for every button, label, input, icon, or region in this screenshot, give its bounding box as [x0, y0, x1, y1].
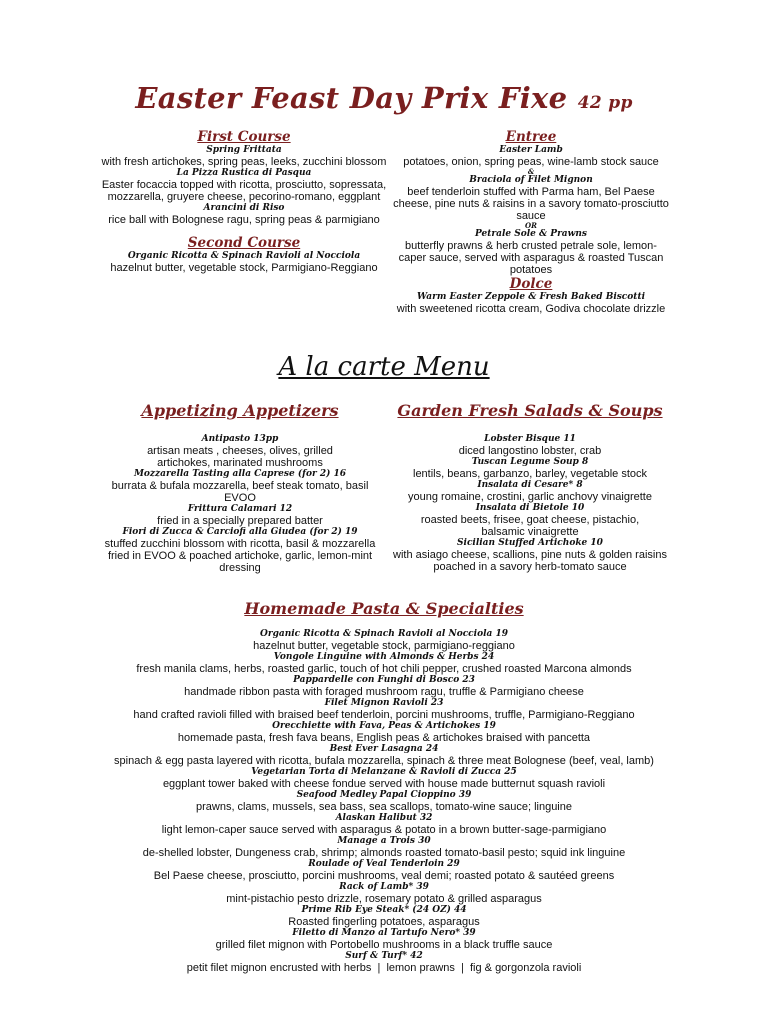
entree-separator: & [527, 167, 535, 176]
menu-item-name: Rack of Lamb* 39 [339, 882, 429, 892]
menu-item-name: Best Ever Lasagna 24 [329, 744, 439, 754]
menu-item-name: Insalata di Bietole 10 [475, 503, 585, 513]
second-course-heading: Second Course [187, 235, 301, 251]
menu-item-name: Roulade of Veal Tenderloin 29 [308, 859, 460, 869]
entree-separator: OR [525, 221, 537, 230]
menu-item-name: Seafood Medley Papal Cioppino 39 [296, 790, 472, 800]
menu-item-desc: handmade ribbon pasta with foraged mushroom ragu, truffle & Parmigiano cheese [184, 686, 584, 698]
menu-item-desc: potatoes, onion, spring peas, wine-lamb stock sauce [403, 156, 659, 168]
menu-item-name: Spring Frittata [206, 145, 282, 155]
menu-item-name: Easter Lamb [499, 145, 563, 155]
first-course-heading: First Course [197, 129, 291, 145]
menu-item-desc: petit filet mignon encrusted with herbs | lemon prawns | fig & gorgonzola ravioli [186, 962, 582, 974]
prix-fixe-left-column [98, 129, 390, 274]
menu-item-desc: fresh manila clams, herbs, roasted garlic, touch of hot chili pepper, crushed roasted Marcona almonds [136, 663, 632, 675]
menu-item-name: Vongole Linguine with Almonds & Herbs 24 [273, 652, 495, 662]
salads-soups-heading: Garden Fresh Salads & Soups [397, 401, 663, 420]
appetizers-heading: Appetizing Appetizers [141, 401, 339, 420]
menu-item-name: Alaskan Halibut 32 [335, 813, 433, 823]
menu-item-desc: diced langostino lobster, crab [458, 445, 602, 457]
menu-item-desc: lentils, beans, garbanzo, barley, vegetable stock [413, 468, 647, 480]
menu-item-desc: spinach & egg pasta layered with ricotta, bufala mozzarella, spinach & three meat Bolognese (beef, veal, lamb) [114, 755, 654, 767]
appetizers-column [95, 400, 385, 574]
menu-item-desc: butterfly prawns & herb crusted petrale sole, lemon-caper sauce, served with asparagus & roasted Tuscan potatoes [398, 240, 664, 276]
prix-fixe-price: 42 pp [577, 93, 633, 113]
menu-item-name: Insalata di Cesare* 8 [477, 480, 583, 490]
menu-item-desc: light lemon-caper sauce served with asparagus & potato in a brown butter-sage-parmigiano [161, 824, 607, 836]
salads-soups-column [385, 400, 675, 573]
menu-item-name: Petrale Sole & Prawns [475, 229, 587, 239]
menu-item-name: Arancini di Riso [203, 203, 285, 213]
menu-item-desc: with fresh artichokes, spring peas, leeks, zucchini blossom [101, 156, 387, 168]
menu-item-name: Organic Ricotta & Spinach Ravioli al Nocciola 19 [260, 629, 508, 639]
menu-item-name: Filetto di Manzo al Tartufo Nero* 39 [292, 928, 476, 938]
menu-item-name: Mozzarella Tasting alla Caprese (for 2) 16 [133, 469, 347, 479]
menu-item-desc: young romaine, crostini, garlic anchovy vinaigrette [408, 491, 652, 503]
menu-item-name: Surf & Turf* 42 [345, 951, 423, 961]
menu-item-name: Prime Rib Eye Steak* (24 OZ) 44 [301, 905, 467, 915]
menu-item-desc: eggplant tower baked with cheese fondue served with house made butternut squash ravioli [162, 778, 606, 790]
menu-item-desc: hazelnut butter, vegetable stock, parmigiano-reggiano [253, 640, 515, 652]
menu-item-desc: mint-pistachio pesto drizzle, rosemary potato & grilled asparagus [226, 893, 542, 905]
menu-item-desc: roasted beets, frisee, goat cheese, pistachio, balsamic vinaigrette [420, 514, 640, 538]
menu-item-name: Fiori di Zucca & Carciofi alla Giudea (for 2) 19 [122, 527, 358, 537]
menu-item-name: Sicilian Stuffed Artichoke 10 [457, 538, 603, 548]
menu-item-desc: beef tenderloin stuffed with Parma ham, Bel Paese cheese, pine nuts & raisins in a savory tomato-prosciutto sauce [393, 186, 669, 222]
pasta-specialties-section [64, 598, 704, 974]
menu-item-name: Filet Mignon Ravioli 23 [324, 698, 444, 708]
menu-item-desc: burrata & bufala mozzarella, beef steak tomato, basil EVOO [111, 480, 369, 504]
menu-item-desc: homemade pasta, fresh fava beans, English peas & artichokes braised with pancetta [177, 732, 591, 744]
prix-fixe-right-column [392, 129, 670, 315]
menu-item-name: Braciola of Filet Mignon [469, 175, 593, 185]
menu-item-desc: stuffed zucchini blossom with ricotta, basil & mozzarella fried in EVOO & poached artichoke, garlic, lemon-mint dressing [104, 538, 376, 574]
menu-item-name: Manage a Trois 30 [337, 836, 431, 846]
menu-item-name: Pappardelle con Funghi di Bosco 23 [293, 675, 475, 685]
menu-item-desc: prawns, clams, mussels, sea bass, sea scallops, tomato-wine sauce; linguine [195, 801, 572, 813]
menu-item-desc: de-shelled lobster, Dungeness crab, shrimp; almonds roasted tomato-basil pesto; squid ink linguine [142, 847, 626, 859]
prix-fixe-title: Easter Feast Day Prix Fixe [135, 81, 568, 115]
menu-item-desc: rice ball with Bolognese ragu, spring peas & parmigiano [108, 214, 380, 226]
menu-item-name: Organic Ricotta & Spinach Ravioli al Nocciola [127, 251, 361, 261]
menu-item-name: Warm Easter Zeppole & Fresh Baked Biscotti [416, 292, 646, 302]
menu-item-desc: with asiago cheese, scallions, pine nuts & golden raisins poached in a savory herb-tomato sauce [393, 549, 667, 573]
page-title [0, 80, 768, 121]
menu-item-desc: hazelnut butter, vegetable stock, Parmigiano-Reggiano [110, 262, 378, 274]
menu-item-desc: Bel Paese cheese, prosciutto, porcini mushrooms, veal demi; roasted potato & sautéed greens [153, 870, 615, 882]
pasta-specialties-heading: Homemade Pasta & Specialties [244, 599, 524, 618]
menu-item-desc: Easter focaccia topped with ricotta, prosciutto, sopressata, mozzarella, gruyere cheese, pecorino-romano, eggplant [101, 179, 387, 203]
menu-item-name: Lobster Bisque 11 [484, 434, 576, 444]
alacarte-title: A la carte Menu [278, 352, 490, 382]
menu-item-desc: with sweetened ricotta cream, Godiva chocolate drizzle [396, 303, 666, 315]
menu-item-name: Tuscan Legume Soup 8 [471, 457, 589, 467]
menu-item-name: Antipasto 13pp [201, 434, 279, 444]
dolce-heading: Dolce [509, 276, 553, 292]
menu-item-name: La Pizza Rustica di Pasqua [176, 168, 312, 178]
menu-item-name: Orecchiette with Fava, Peas & Artichokes 19 [272, 721, 496, 731]
menu-item-desc: hand crafted ravioli filled with braised beef tenderloin, porcini mushrooms, truffle, Parmigiano-Reggiano [133, 709, 635, 721]
menu-item-desc: grilled filet mignon with Portobello mushrooms in a black truffle sauce [215, 939, 553, 951]
menu-item-desc: fried in a specially prepared batter [157, 515, 323, 527]
menu-item-name: Vegetarian Torta di Melanzane & Ravioli di Zucca 25 [251, 767, 517, 777]
menu-item-desc: Roasted fingerling potatoes, asparagus [288, 916, 480, 928]
entree-heading: Entree [505, 129, 557, 145]
menu-item-desc: artisan meats , cheeses, olives, grilled artichokes, marinated mushrooms [147, 445, 333, 469]
menu-item-name: Frittura Calamari 12 [187, 504, 293, 514]
